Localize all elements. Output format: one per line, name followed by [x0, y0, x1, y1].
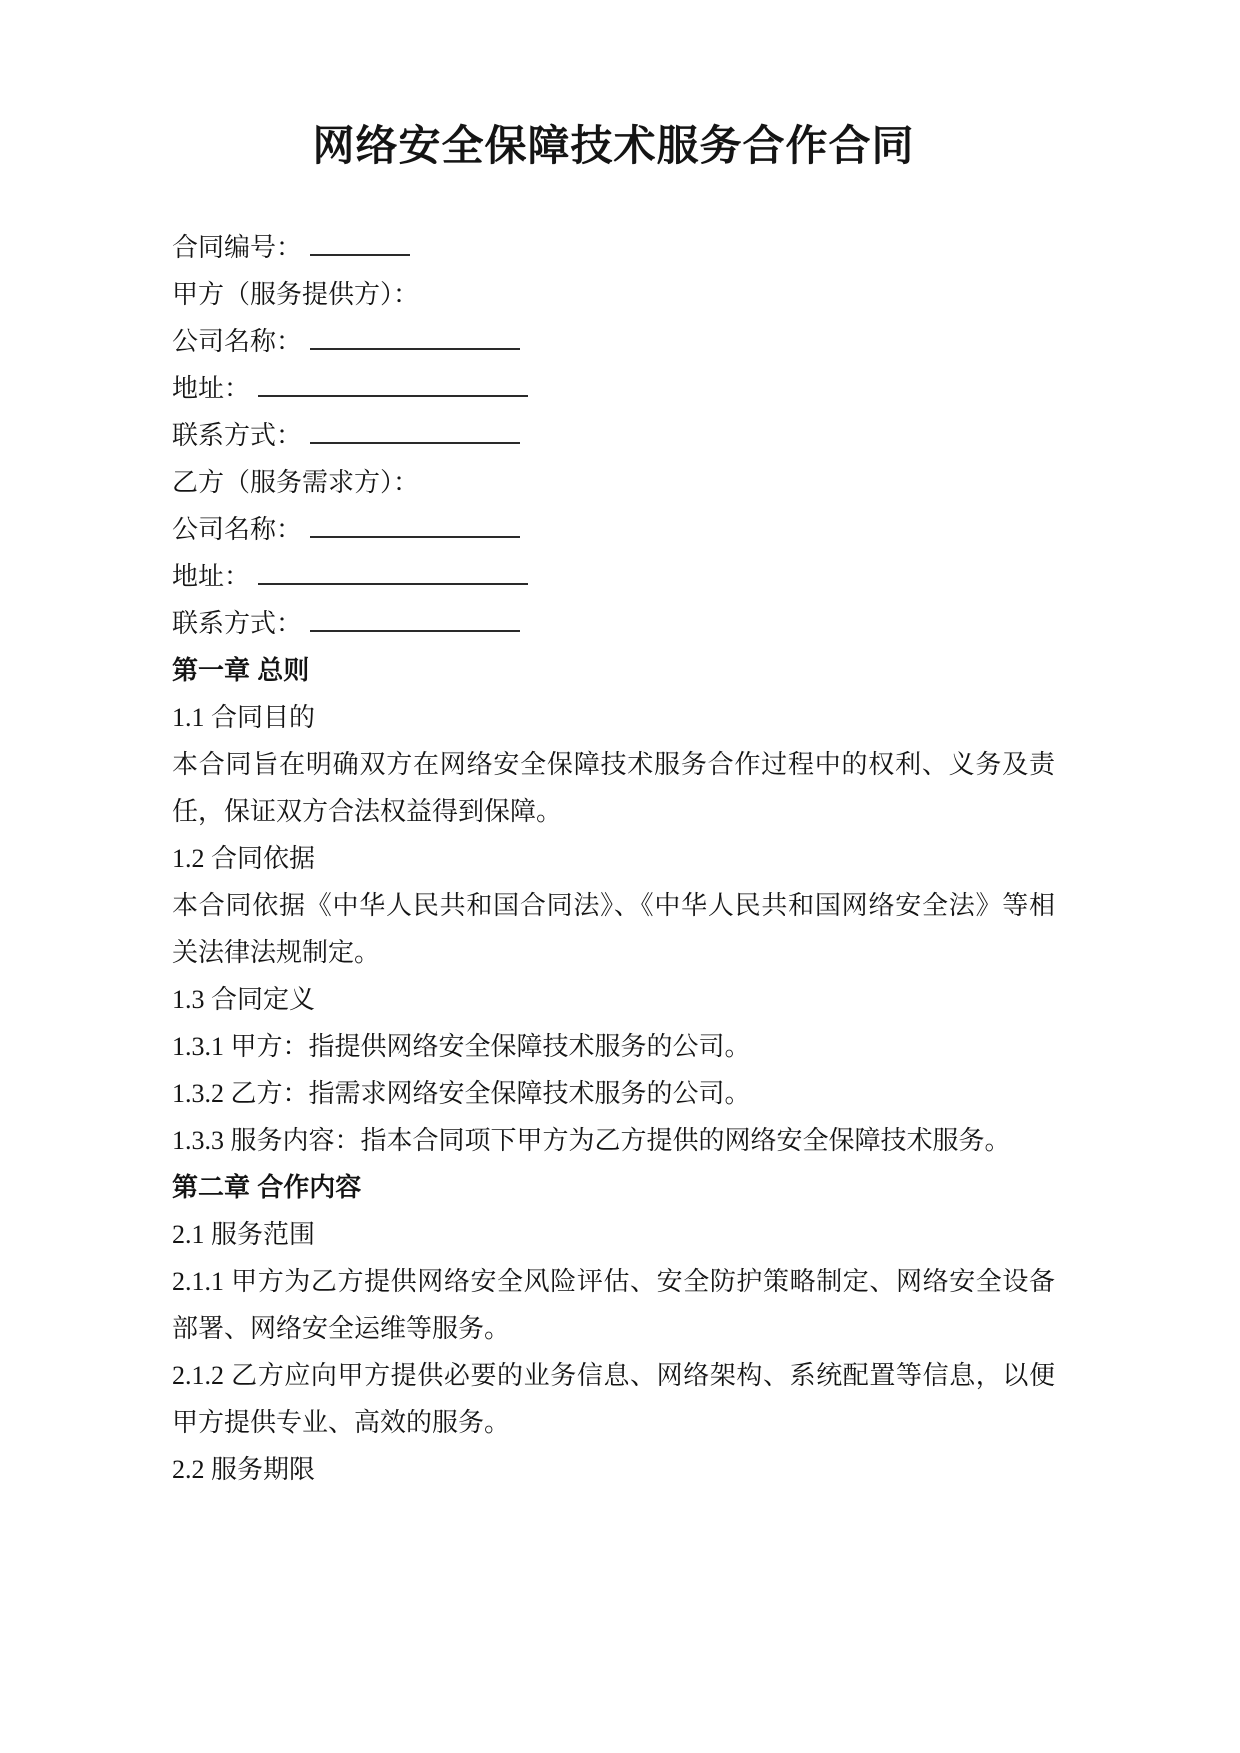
field-label: 甲方（服务提供方）： — [172, 280, 420, 309]
field-party-b-company-name — [172, 506, 1055, 553]
blank-line — [310, 414, 520, 444]
field-party-b-contact — [172, 600, 1055, 647]
blank-line — [310, 602, 520, 632]
clause-1-3-2-text: 1.3.2 乙方：指需求网络安全保障技术服务的公司。 — [172, 1079, 751, 1108]
field-party-a-company-name — [172, 318, 1055, 365]
clause-2-2-heading: 2.2 服务期限 — [172, 1455, 316, 1484]
field-party-a-address — [172, 365, 1055, 412]
field-label: 联系方式： — [172, 609, 303, 638]
field-party-b-heading — [172, 459, 1055, 506]
clause-1-3-3-text: 1.3.3 服务内容：指本合同项下甲方为乙方提供的网络安全保障技术服务。 — [172, 1126, 1011, 1155]
field-contract-number — [172, 224, 1055, 271]
blank-line — [258, 555, 528, 585]
field-label: 合同编号： — [172, 233, 303, 262]
field-label: 公司名称： — [172, 327, 303, 356]
field-party-a-heading — [172, 271, 1055, 318]
blank-line — [310, 508, 520, 538]
clause-1-2-text: 本合同依据《中华人民共和国合同法》、《中华人民共和国网络安全法》等相关法律法规制定。 — [172, 891, 1055, 967]
clause-2-1-2-text: 2.1.2 乙方应向甲方提供必要的业务信息、网络架构、系统配置等信息，以便甲方提供专业、高效的服务。 — [172, 1361, 1055, 1437]
field-party-a-contact — [172, 412, 1055, 459]
chapter-2-heading: 第二章 合作内容 — [172, 1172, 362, 1202]
clause-1-3-heading: 1.3 合同定义 — [172, 985, 316, 1014]
clause-1-2-heading: 1.2 合同依据 — [172, 844, 316, 873]
field-label: 地址： — [172, 374, 251, 403]
clause-2-1-1-text: 2.1.1 甲方为乙方提供网络安全风险评估、安全防护策略制定、网络安全设备部署、网络安全运维等服务。 — [172, 1267, 1055, 1343]
header-fields — [172, 224, 1055, 647]
clause-1-1-heading: 1.1 合同目的 — [172, 703, 316, 732]
contract-body — [172, 647, 1055, 1493]
document-title: 网络安全保障技术服务合作合同 — [312, 124, 915, 170]
field-label: 联系方式： — [172, 421, 303, 450]
field-label: 乙方（服务需求方）： — [172, 468, 420, 497]
blank-line — [258, 367, 528, 397]
clause-1-3-1-text: 1.3.1 甲方：指提供网络安全保障技术服务的公司。 — [172, 1032, 751, 1061]
clause-1-1-text: 本合同旨在明确双方在网络安全保障技术服务合作过程中的权利、义务及责任，保证双方合法权益得到保障。 — [172, 750, 1055, 826]
blank-line — [310, 226, 410, 256]
clause-2-1-heading: 2.1 服务范围 — [172, 1220, 316, 1249]
blank-line — [310, 320, 520, 350]
chapter-1-heading: 第一章 总则 — [172, 655, 310, 685]
field-label: 地址： — [172, 562, 251, 591]
field-party-b-address — [172, 553, 1055, 600]
field-label: 公司名称： — [172, 515, 303, 544]
